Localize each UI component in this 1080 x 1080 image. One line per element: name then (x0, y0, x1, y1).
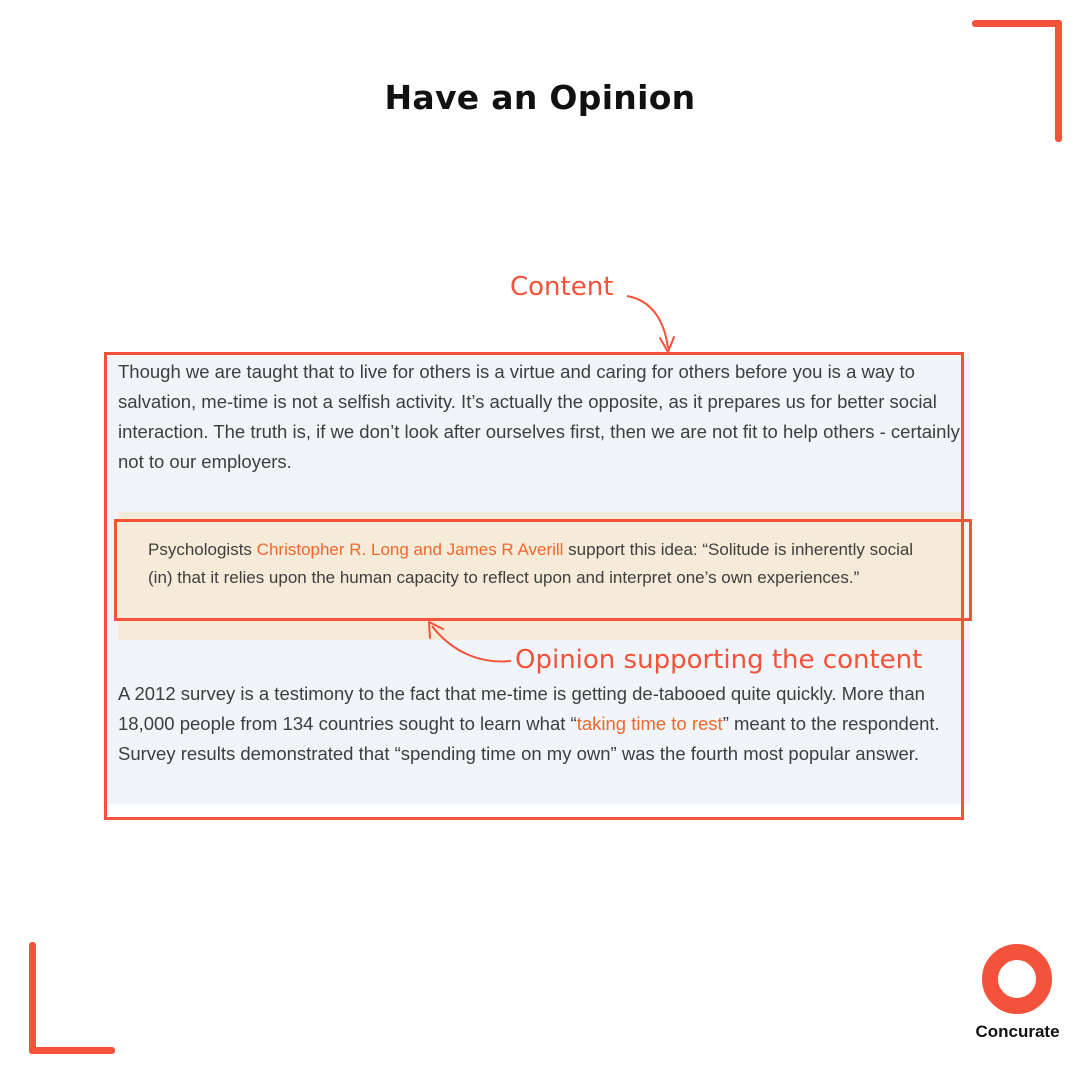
survey-text-after-link: ” meant to the respondent. Survey results demonstrated that “spending time on my own” was the fourth most popular answer. (118, 713, 940, 764)
article-paragraph-intro: Though we are taught that to live for others is a virtue and caring for others before you is a way to salvation, me-time is not a selfish activity. It’s actually the opposite, as it prepares us for better social interaction. The truth is, if we don’t look after ourselves first, then we are not fit to help others - certainly not to our employers. (118, 361, 960, 472)
page-title: Have an Opinion (384, 78, 696, 117)
ring-logo-icon (982, 944, 1052, 1014)
brand-name: Concurate (975, 1022, 1060, 1041)
opinion-highlight-frame (114, 519, 972, 621)
bottom-left-bracket-horizontal (29, 1047, 115, 1054)
taking-time-to-rest-link[interactable]: taking time to rest (576, 713, 723, 734)
survey-text-before-link: A 2012 survey is a testimony to the fact that me-time is getting de-tabooed quite quickly. More than 18,000 people from 134 countries sought to learn what “ (118, 683, 925, 734)
blockquote-suffix: support this idea: “Solitude is inherently social (in) that it relies upon the human capacity to reflect upon and interpret one’s own experiences.” (148, 540, 914, 587)
top-right-bracket-horizontal (972, 20, 1062, 27)
blockquote-prefix: Psychologists (148, 540, 257, 559)
psychologists-link[interactable]: Christopher R. Long and James R Averill (256, 540, 564, 559)
opinion-annotation-label: Opinion supporting the content (515, 645, 923, 675)
content-annotation-label: Content (510, 272, 614, 302)
bottom-left-bracket-vertical (29, 942, 36, 1054)
